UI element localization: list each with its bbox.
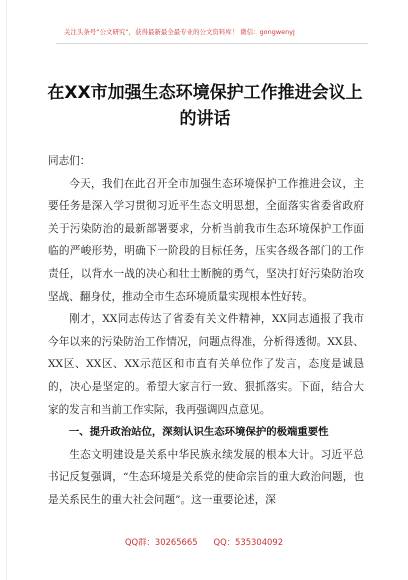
page-title: 在XX市加强生态环境保护工作推进会议上的讲话 <box>47 83 363 129</box>
document-body <box>48 150 364 512</box>
header-divider <box>56 43 368 44</box>
paragraph-section-1: 生态文明建设是关系中华民族永续发展的根本大计。习近平总书记反复强调，“生态环境是关系党的使命宗旨的重大政治问题，也是关系民生的重大社会问题”。这一重要论述，深 <box>48 448 364 506</box>
paragraph-opening: 今天，我们在此召开全市加强生态环境保护工作推进会议，主要任务是深入学习贯彻习近平生态文明思想，全面落实省委省政府关于污染防治的最新部署要求，分析当前我市生态环境保护工作面临的严峻形势，明确下一阶段的目标任务，压实各级各部门的工作责任，以背水一战的决心和壮士断腕的勇气，坚决打好污染防治攻坚战、翻身仗，推动全市生态环境质量实现根本性好转。 <box>48 177 364 303</box>
section-heading-1: 一、提升政治站位，深刻认识生态环境保护的极端重要性 <box>68 426 329 439</box>
paragraph-review: 刚才，XX同志传达了省委有关文件精神，XX同志通报了我市今年以来的污染防治工作情况，问题点得准，分析得透彻。XX县、XX区、XX区、XX示范区和市直有关单位作了发言，态度是诚恳的，决心是坚定的。希望大家言行一致、狠抓落实。下面，结合大家的发言和当前工作实际，我再强调四点意见。 <box>48 313 364 416</box>
footer-contact: QQ群：30265665 QQ：535304092 <box>124 537 284 547</box>
salutation: 同志们： <box>48 155 91 167</box>
header-banner: 关注头条号“公文研究”，获得最新最全最专业的公文资料库！ 微信：gongwenyj <box>64 28 295 36</box>
